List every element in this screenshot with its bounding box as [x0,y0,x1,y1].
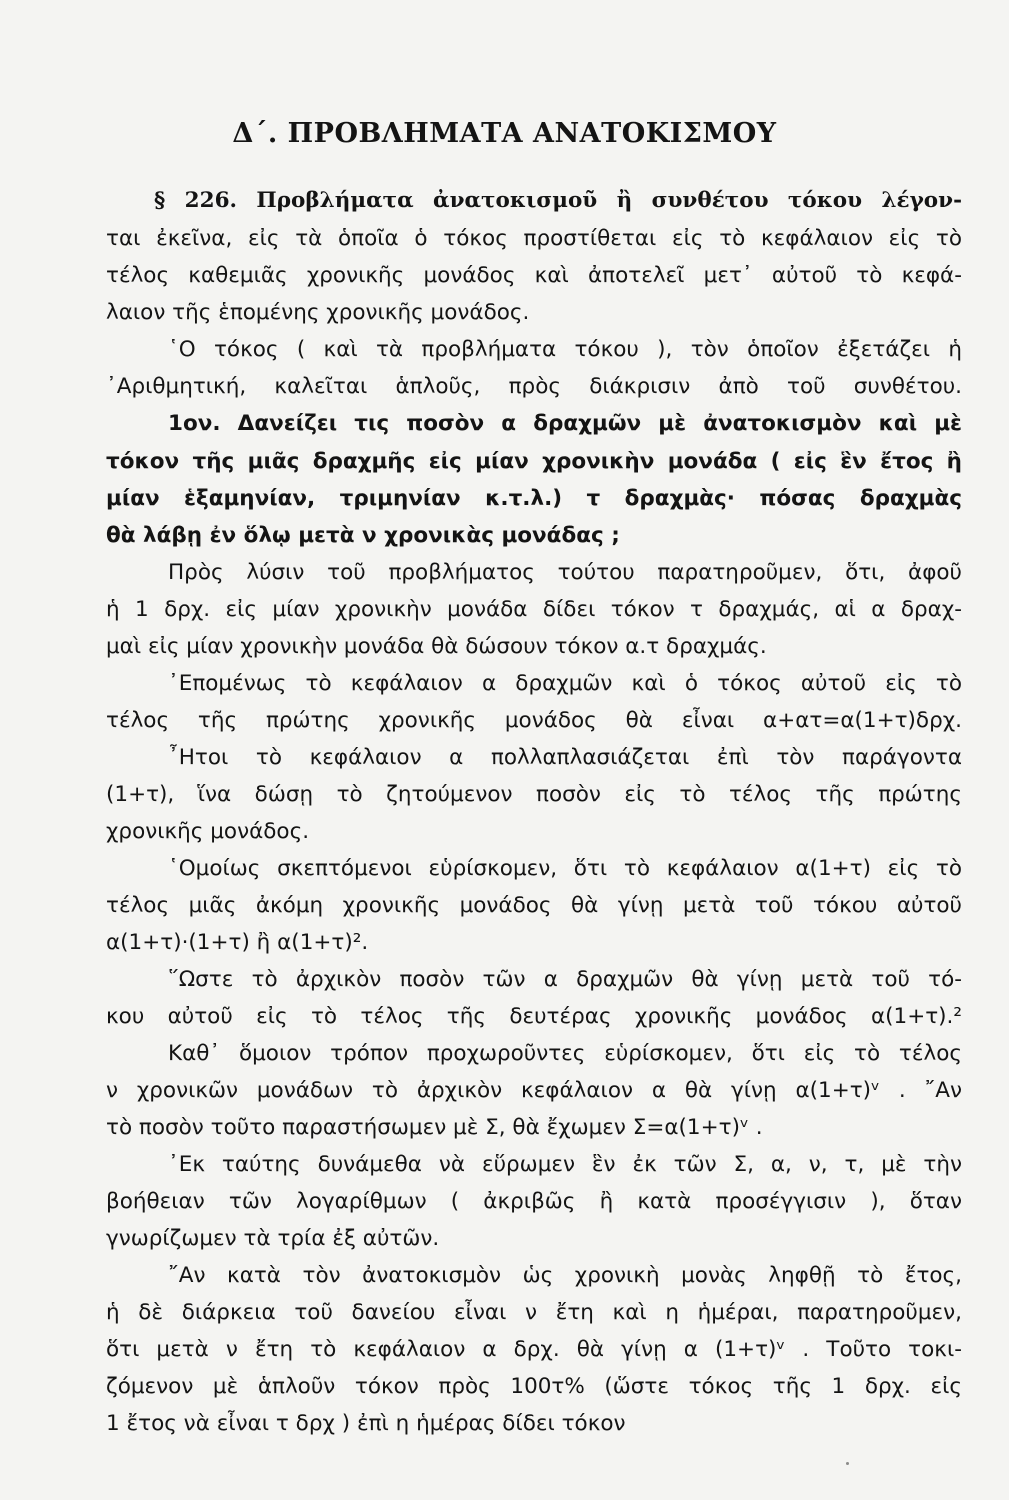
text-line: ἡ δὲ διάρκεια τοῦ δανείου εἶναι ν ἔτη καὶ η ἡμέραι, παρατηροῦμεν, [106,1300,962,1325]
text-line: τὸ ποσὸν τοῦτο παραστήσωμεν μὲ Σ, θὰ ἔχωμεν Σ=α(1+τ)ᵛ . [106,1115,763,1140]
text-line: ᾿Εκ ταύτης δυνάμεθα νὰ εὕρωμεν ἓν ἐκ τῶν Σ, α, ν, τ, μὲ τὴν [168,1152,962,1177]
text-line: λαιον τῆς ἑπομένης χρονικῆς μονάδος. [106,300,530,325]
text-line: ῾Ο τόκος ( καὶ τὰ προβλήματα τόκου ), τὸν ὁποῖον ἐξετάζει ἡ [168,337,962,362]
text-line: Καθ᾿ ὅμοιον τρόπον προχωροῦντες εὑρίσκομεν, ὅτι εἰς τὸ τέλος [168,1041,962,1066]
text-line: ῎Αν κατὰ τὸν ἀνατοκισμὸν ὡς χρονικὴ μονὰς ληφθῇ τὸ ἔτος, [168,1263,962,1288]
text-line: 1 ἔτος νὰ εἶναι τ δρχ ) ἐπὶ η ἡμέρας δίδει τόκον [106,1411,626,1436]
text-line: κου αὐτοῦ εἰς τὸ τέλος τῆς δευτέρας χρονικῆς μονάδος α(1+τ).² [106,1004,962,1029]
text-line: ᾿Αριθμητική, καλεῖται ἁπλοῦς, πρὸς διάκρισιν ἀπὸ τοῦ συνθέτου. [106,374,962,399]
text-line: ζόμενον μὲ ἁπλοῦν τόκον πρὸς 100τ% (ὥστε τόκος τῆς 1 δρχ. εἰς [106,1374,962,1399]
text-line: ῞Ωστε τὸ ἀρχικὸν ποσὸν τῶν α δραχμῶν θὰ γίνῃ μετὰ τοῦ τό- [168,967,962,992]
text-line: § 226. Προβλήματα ἀνατοκισμοῦ ἢ συνθέτου τόκου λέγον- [154,188,962,213]
text-line: ται ἐκεῖνα, εἰς τὰ ὁποῖα ὁ τόκος προστίθεται εἰς τὸ κεφάλαιον εἰς τὸ [106,226,962,251]
text-line: γνωρίζωμεν τὰ τρία ἐξ αὐτῶν. [106,1226,440,1251]
text-line: τόκον τῆς μιᾶς δραχμῆς εἰς μίαν χρονικὴν μονάδα ( εἰς ἓν ἔτος ἢ [106,449,962,474]
text-line: (1+τ), ἵνα δώσῃ τὸ ζητούμενον ποσὸν εἰς τὸ τέλος τῆς πρώτης [106,782,962,807]
text-line: ὅτι μετὰ ν ἔτη τὸ κεφάλαιον α δρχ. θὰ γίνῃ α (1+τ)ᵛ . Τοῦτο τοκι- [106,1337,962,1362]
text-line: μαὶ εἰς μίαν χρονικὴν μονάδα θὰ δώσουν τόκον α.τ δραχμάς. [106,634,767,659]
text-line: μίαν ἑξαμηνίαν, τριμηνίαν κ.τ.λ.) τ δραχμὰς· πόσας δραχμὰς [106,486,962,511]
bleed-through-text [150,40,156,64]
text-line: τέλος μιᾶς ἀκόμη χρονικῆς μονάδος θὰ γίνῃ μετὰ τοῦ τόκου αὐτοῦ [106,893,962,918]
text-line: 1ον. Δανείζει τις ποσὸν α δραχμῶν μὲ ἀνατοκισμὸν καὶ μὲ [168,411,962,436]
text-line: θὰ λάβῃ ἐν ὅλῳ μετὰ ν χρονικὰς μονάδας ; [106,523,620,548]
text-line: Πρὸς λύσιν τοῦ προβλήματος τούτου παρατηροῦμεν, ὅτι, ἀφοῦ [168,560,962,585]
text-line: ἡ 1 δρχ. εἰς μίαν χρονικὴν μονάδα δίδει τόκον τ δραχμάς, αἱ α δραχ- [106,597,962,622]
text-line: α(1+τ)·(1+τ) ἢ α(1+τ)². [106,930,369,955]
text-line: ῾Ομοίως σκεπτόμενοι εὑρίσκομεν, ὅτι τὸ κεφάλαιον α(1+τ) εἰς τὸ [168,856,962,881]
text-line: τέλος τῆς πρώτης χρονικῆς μονάδος θὰ εἶναι α+ατ=α(1+τ)δρχ. [106,708,962,733]
text-line: τέλος καθεμιᾶς χρονικῆς μονάδος καὶ ἀποτελεῖ μετ᾿ αὐτοῦ τὸ κεφά- [106,263,962,288]
print-speck [846,1462,849,1465]
text-line: βοήθειαν τῶν λογαρίθμων ( ἀκριβῶς ἢ κατὰ προσέγγισιν ), ὅταν [106,1189,962,1214]
text-line: ῏Ητοι τὸ κεφάλαιον α πολλαπλασιάζεται ἐπὶ τὸν παράγοντα [168,745,962,770]
text-line: ᾿Επομένως τὸ κεφάλαιον α δραχμῶν καὶ ὁ τόκος αὐτοῦ εἰς τὸ [168,671,962,696]
text-line: ν χρονικῶν μονάδων τὸ ἀρχικὸν κεφάλαιον α θὰ γίνῃ α(1+τ)ᵛ . ῎Αν [106,1078,962,1103]
page-title: Δ΄. ΠΡΟΒΛΗΜΑΤΑ ΑΝΑΤΟΚΙΣΜΟΥ [232,118,777,149]
text-line: χρονικῆς μονάδος. [106,819,310,844]
